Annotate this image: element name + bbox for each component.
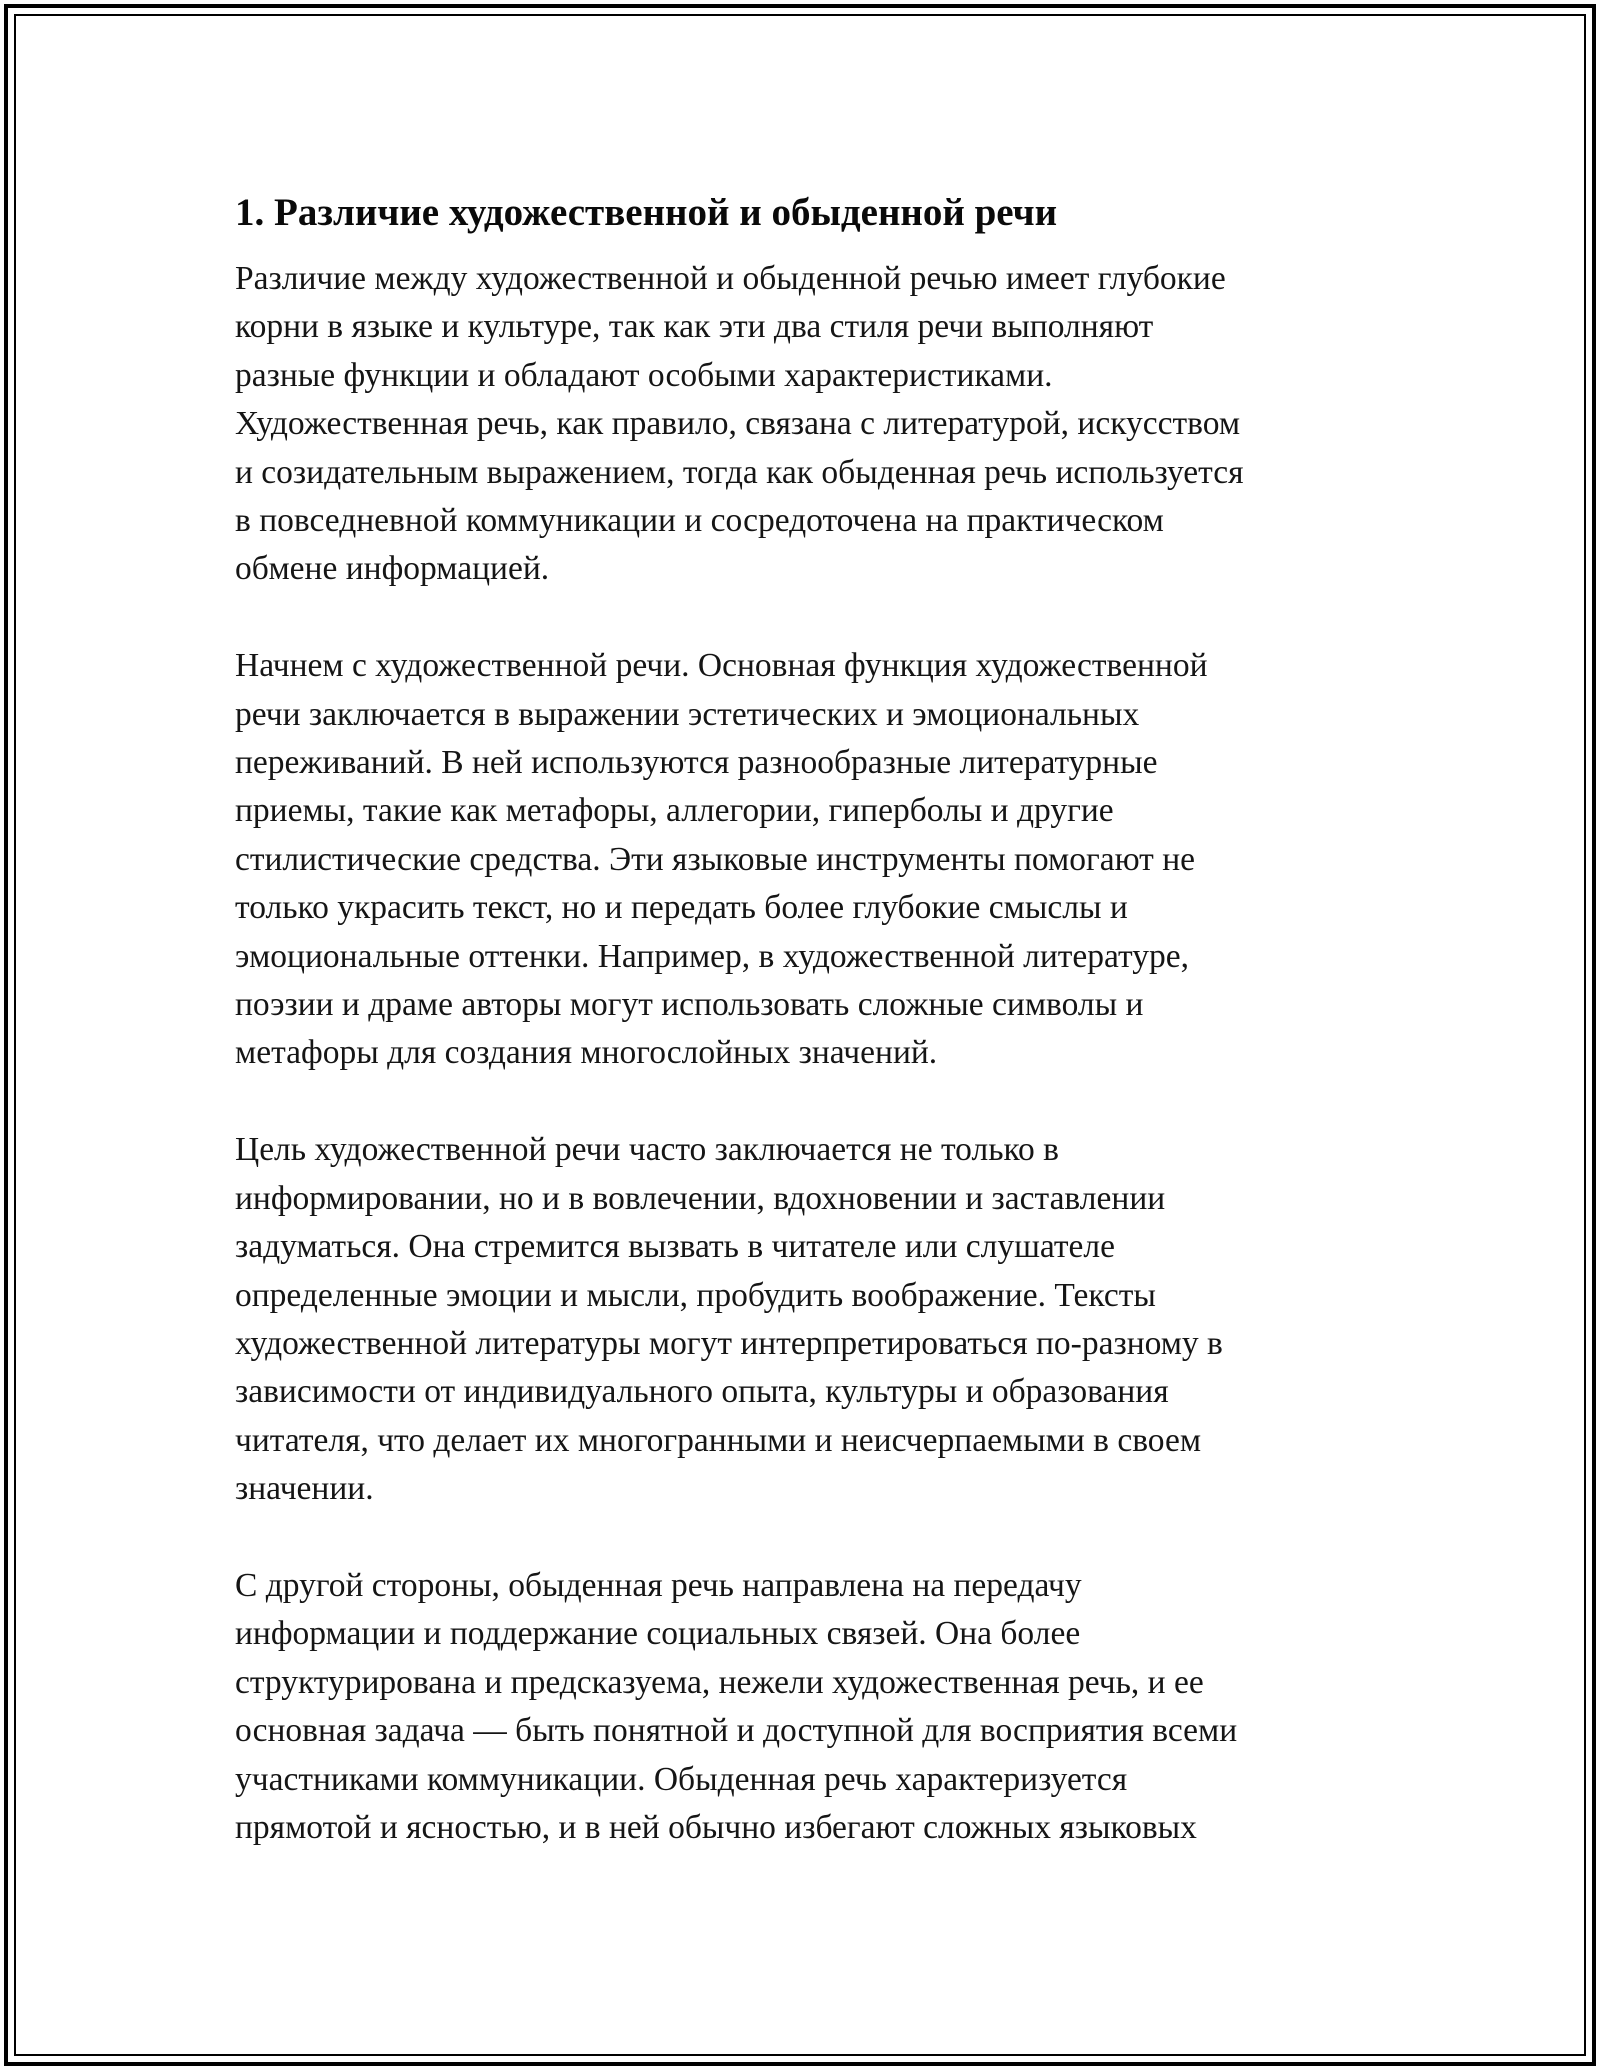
text-line: разные функции и обладают особыми характеристиками. — [235, 356, 1053, 394]
text-line: Начнем с художественной речи. Основная функция художественной — [235, 647, 1208, 685]
text-line: приемы, такие как метафоры, аллегории, гиперболы и другие — [235, 792, 1114, 830]
text-line: информации и поддержание социальных связей. Она более — [235, 1615, 1081, 1653]
text-line: стилистические средства. Эти языковые инструменты помогают не — [235, 840, 1195, 878]
paragraph-4 — [235, 1562, 1405, 1852]
text-line: речи заключается в выражении эстетических и эмоциональных — [235, 695, 1140, 733]
text-line: участниками коммуникации. Обыденная речь характеризуется — [235, 1760, 1128, 1798]
text-line: метафоры для создания многослойных значений. — [235, 1034, 938, 1072]
text-line: значении. — [235, 1470, 374, 1508]
text-line: и созидательным выражением, тогда как обыденная речь используется — [235, 453, 1244, 491]
paragraph-1 — [235, 255, 1405, 594]
text-line: структурирована и предсказуема, нежели художественная речь, и ее — [235, 1663, 1204, 1701]
text-line: Цель художественной речи часто заключается не только в — [235, 1131, 1059, 1169]
text-line: информировании, но и в вовлечении, вдохновении и заставлении — [235, 1179, 1166, 1217]
text-line: основная задача — быть понятной и доступной для восприятия всеми — [235, 1712, 1238, 1750]
text-line: обмене информацией. — [235, 550, 550, 588]
text-line: корни в языке и культуре, так как эти два стиля речи выполняют — [235, 308, 1154, 346]
text-line: читателя, что делает их многогранными и неисчерпаемыми в своем — [235, 1421, 1202, 1459]
text-line: зависимости от индивидуального опыта, культуры и образования — [235, 1373, 1169, 1411]
text-line: поэзии и драме авторы могут использовать сложные символы и — [235, 986, 1144, 1024]
text-line: прямотой и ясностью, и в ней обычно избегают сложных языковых — [235, 1808, 1197, 1846]
document-body — [235, 187, 1405, 1852]
text-line: художественной литературы могут интерпретироваться по-разному в — [235, 1324, 1223, 1362]
text-line: переживаний. В ней используются разнообразные литературные — [235, 744, 1158, 782]
text-line: определенные эмоции и мысли, пробудить воображение. Тексты — [235, 1276, 1156, 1314]
text-line: только украсить текст, но и передать более глубокие смыслы и — [235, 889, 1128, 927]
text-line: задуматься. Она стремится вызвать в читателе или слушателе — [235, 1228, 1115, 1266]
paragraph-3 — [235, 1126, 1405, 1513]
section-heading: 1. Различие художественной и обыденной речи — [235, 191, 1058, 234]
text-line: Различие между художественной и обыденной речью имеет глубокие — [235, 260, 1226, 297]
text-line: эмоциональные оттенки. Например, в художественной литературе, — [235, 937, 1189, 975]
text-line: в повседневной коммуникации и сосредоточена на практическом — [235, 502, 1164, 540]
paragraph-2 — [235, 642, 1405, 1078]
text-line: Художественная речь, как правило, связана с литературой, искусством — [235, 405, 1241, 443]
text-line: С другой стороны, обыденная речь направлена на передачу — [235, 1566, 1082, 1604]
